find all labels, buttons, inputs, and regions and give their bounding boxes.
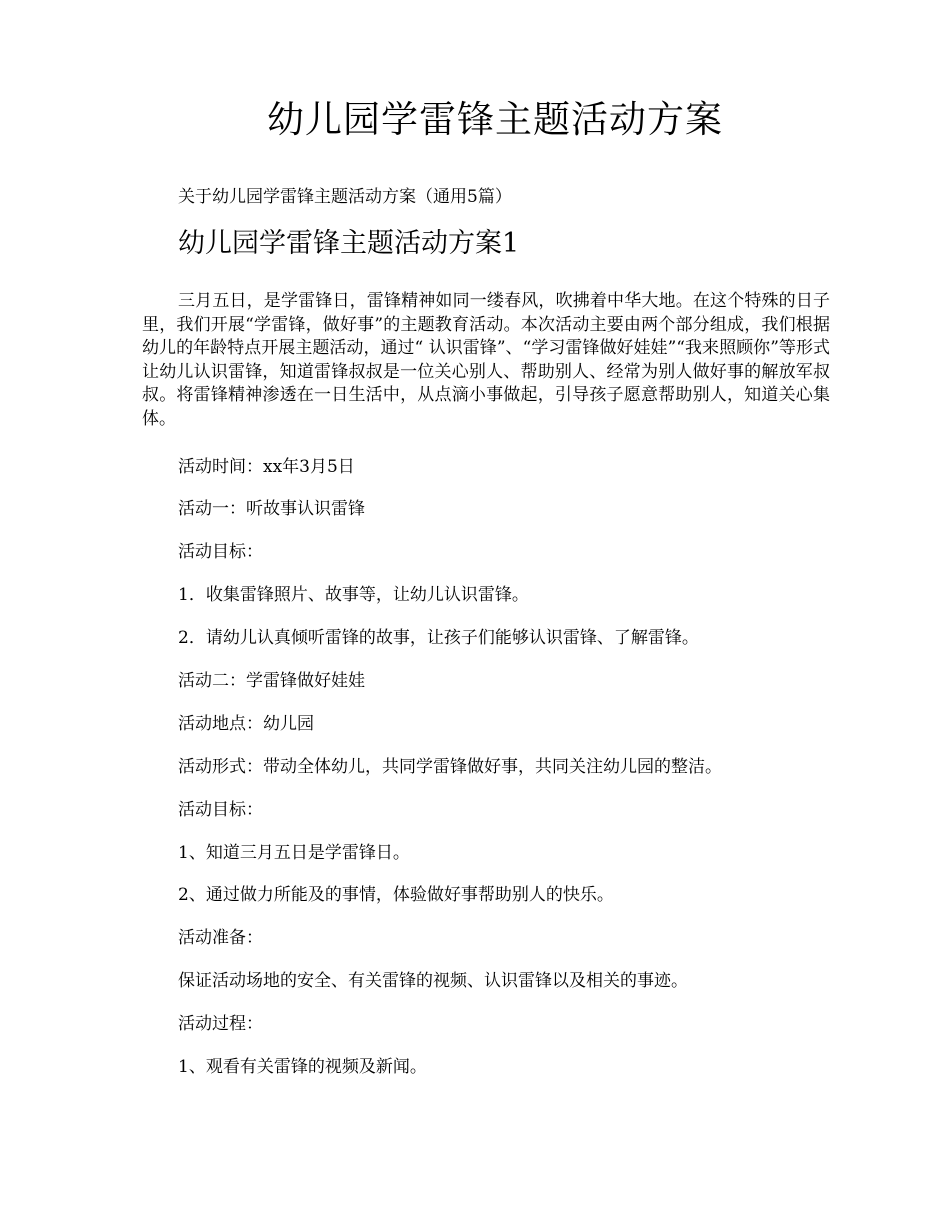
activity-two-goal-1: 1、知道三月五日是学雷锋日。 — [178, 843, 410, 863]
document-subtitle: 关于幼儿园学雷锋主题活动方案（通用5篇） — [178, 187, 512, 207]
intro-paragraph: 三月五日，是学雷锋日，雷锋精神如同一缕春风，吹拂着中华大地。在这个特殊的日子里，我们开展“学雷锋，做好事”的主题教育活动。本次活动主要由两个部分组成，我们根据幼儿的年龄特点开展主题活动，通过“ 认识雷锋”、“学习雷锋做好娃娃”“我来照顾你”等形式让幼儿认识雷锋，知道雷锋叔叔是一位关心别人、帮助别人、经常为别人做好事的解放军叔叔。将雷锋精神渗透在一日生活中，从点滴小事做起，引导孩子愿意帮助别人，知道关心集体。 — [142, 291, 830, 429]
activity-one-goal-2: 2．请幼儿认真倾听雷锋的故事，让孩子们能够认识雷锋、了解雷锋。 — [178, 628, 699, 648]
activity-two-goal-2: 2、通过做力所能及的事情，体验做好事帮助别人的快乐。 — [178, 885, 614, 905]
activity-one-heading: 活动一：听故事认识雷锋 — [178, 499, 365, 519]
activity-form: 活动形式：带动全体幼儿，共同学雷锋做好事，共同关注幼儿园的整洁。 — [178, 757, 722, 777]
section-heading: 幼儿园学雷锋主题活动方案1 — [178, 228, 520, 259]
activity-location: 活动地点：幼儿园 — [178, 714, 314, 734]
process-step-1: 1、观看有关雷锋的视频及新闻。 — [178, 1057, 427, 1077]
activity-two-goals-label: 活动目标： — [178, 800, 263, 820]
document-title: 幼儿园学雷锋主题活动方案 — [267, 98, 723, 141]
preparation-content: 保证活动场地的安全、有关雷锋的视频、认识雷锋以及相关的事迹。 — [178, 971, 688, 991]
activity-one-goal-1: 1．收集雷锋照片、故事等，让幼儿认识雷锋。 — [178, 585, 529, 605]
process-label: 活动过程： — [178, 1014, 263, 1034]
preparation-label: 活动准备： — [178, 928, 263, 948]
activity-time: 活动时间：xx年3月5日 — [178, 457, 355, 477]
activity-one-goals-label: 活动目标： — [178, 542, 263, 562]
activity-two-heading: 活动二：学雷锋做好娃娃 — [178, 671, 365, 691]
